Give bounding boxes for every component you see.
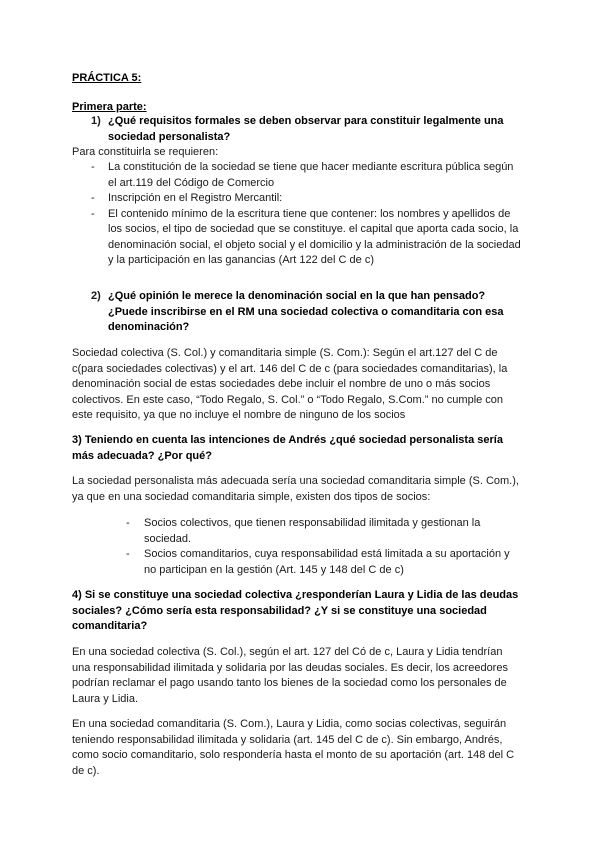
text-line: ya que en una sociedad comanditaria simple, existen dos tipos de socios: [72,490,431,503]
text-line: La constitución de la sociedad se tiene que hacer mediante escritura pública según [108,161,514,173]
list-item [72,547,510,578]
question-3 [72,433,503,464]
answer-2 [72,346,507,424]
section-heading: Primera parte: [72,101,147,113]
text-line: y la participación en las ganancias (Art 122 del C de c) [108,254,374,266]
text-line: una responsabilidad ilimitada y solidaria por las deudas sociales. Es decir, los acreedores [72,661,508,674]
text-line: sociedad. [144,532,192,545]
list-item-text [108,160,521,191]
bullet-dash: - [126,548,130,560]
partner-types-list [72,516,510,578]
text-line: de c). [72,764,100,777]
text-line: más adecuada? ¿Por qué? [72,449,212,462]
question-text [108,289,504,336]
text-line: denominación social, el objeto social y el domicilio y la administración de la sociedad [108,238,521,251]
text-line: colectivos. En este caso, “Todo Regalo, S. Col.” o “Todo Regalo, S.Com.” no cumple con [72,393,504,406]
list-item [72,160,521,191]
text-line: Inscripción en el Registro Mercantil: [108,192,283,204]
text-line: 3) Teniendo en cuenta las intenciones de Andrés ¿qué sociedad personalista sería [72,434,503,446]
page-title: PRÁCTICA 5: [72,72,142,84]
text-line: Socios colectivos, que tienen responsabilidad ilimitada y gestionan la [144,517,481,529]
text-line: teniendo responsabilidad ilimitada y solidaria (art. 145 del C de c). Sin embargo, Andrés, [72,733,503,746]
text-line: 4) Si se constituye una sociedad colectiva ¿responderían Laura y Lidia de las deudas [72,589,519,601]
question-text [108,114,504,145]
text-line: En una sociedad colectiva (S. Col.), según el art. 127 del Có de c, Laura y Lidia tendrían [72,646,503,658]
text-line: En una sociedad comanditaria (S. Com.), Laura y Lidia, como socias colectivas, seguirán [72,718,507,730]
bullet-dash: - [91,161,95,173]
text-line: el art.119 del Código de Comercio [108,176,275,189]
answer-3 [72,474,519,505]
text-line: denominación? [108,321,190,333]
list-item-text [108,191,521,207]
text-line: comanditaria? [72,620,148,632]
bullet-dash: - [126,517,130,529]
text-line: este requisito, ya que no incluye el nombre de ninguno de los socios [72,409,406,421]
question-number: 1) [91,115,101,127]
text-line: c(para sociedades colectivas) y el art. 146 del C de c (para sociedades comanditarias), la [72,362,508,375]
intro-text: Para constituirla se requieren: [72,146,219,158]
text-line: Laura y Lidia. [72,692,139,705]
list-item [72,191,521,207]
requirements-list [72,160,521,269]
text-line: Socios comanditarios, cuya responsabilidad está limitada a su aportación y [144,548,510,560]
text-line: los socios, el tipo de sociedad que se constituye. el capital que aporta cada socio, la [108,223,519,235]
text-line: ¿Puede inscribirse en el RM una sociedad colectiva o comanditaria con esa [108,305,504,318]
question-1 [72,114,504,145]
list-item-text [144,547,510,578]
text-line: ¿Qué requisitos formales se deben observar para constituir legalmente una [108,115,504,127]
text-line: podrían reclamar el pago usando tanto los bienes de la sociedad como los personales de [72,677,507,689]
text-line: denominación social de estas sociedades debe incluir el nombre de uno o más socios [72,378,491,390]
text-line: como socio comanditario, solo respondería hasta el monto de su aportación (art. 148 del C [72,749,515,761]
text-line: ¿Qué opinión le merece la denominación social en la que han pensado? [108,290,486,302]
list-item-text [108,207,521,269]
question-2 [72,289,504,336]
text-line: Sociedad colectiva (S. Col.) y comanditaria simple (S. Com.): Según el art.127 del C de [72,347,498,359]
text-line: sociales? ¿Cómo sería esta responsabilidad? ¿Y si se constituye una sociedad [72,604,487,617]
answer-4-limited [72,717,514,779]
text-line: no participan en la gestión (Art. 145 y 148 del C de c) [144,563,404,576]
bullet-dash: - [91,207,95,220]
text-line: La sociedad personalista más adecuada sería una sociedad comanditaria simple (S. Com.), [72,475,519,487]
list-item [72,516,510,547]
question-4 [72,588,518,635]
bullet-dash: - [91,192,95,204]
list-item-text [144,516,510,547]
text-line: sociedad personalista? [108,130,231,143]
answer-4-collective [72,645,508,707]
text-line: El contenido mínimo de la escritura tiene que contener: los nombres y apellidos de [108,207,511,220]
question-number: 2) [91,290,101,302]
list-item [72,207,521,269]
